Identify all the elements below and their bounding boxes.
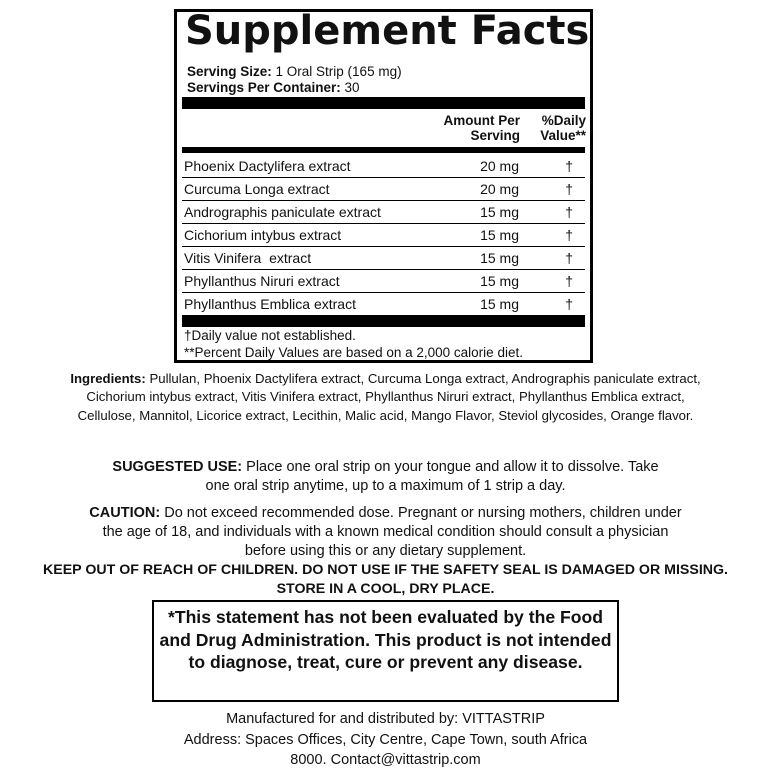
nutrient-daily-value: † [565, 204, 573, 220]
manufacturer-info [60, 709, 711, 771]
servings-per-container [187, 80, 360, 95]
ingredients-paragraph [60, 370, 711, 425]
nutrient-amount: 15 mg [480, 204, 519, 220]
nutrient-name: Andrographis paniculate extract [184, 204, 381, 220]
facts-title: Supplement Facts [185, 8, 590, 54]
servings-label: Servings Per Container: [187, 80, 341, 95]
keep-out-of-reach-warning: KEEP OUT OF REACH OF CHILDREN. DO NOT USE IF THE SAFETY SEAL IS DAMAGED OR MISSING. STORE IN A COOL, DRY PLACE. [43, 562, 728, 598]
footnote-daily-value: †Daily value not established. [184, 328, 356, 343]
thick-divider-bottom [182, 315, 585, 327]
nutrient-row [182, 269, 585, 293]
amount-per-serving-header: Amount Per Serving [443, 113, 520, 143]
nutrient-amount: 15 mg [480, 250, 519, 266]
suggested-use-paragraph [110, 458, 661, 496]
nutrient-amount: 15 mg [480, 296, 519, 312]
nutrient-name: Phyllanthus Emblica extract [184, 296, 356, 312]
nutrient-row [182, 223, 585, 247]
nutrient-daily-value: † [565, 158, 573, 174]
serving-size-label: Serving Size: [187, 64, 272, 79]
address-line: Address: Spaces Offices, City Centre, Cape Town, south Africa [183, 731, 588, 748]
nutrient-row [182, 246, 585, 270]
nutrient-daily-value: † [565, 181, 573, 197]
nutrient-row [182, 154, 585, 178]
nutrient-row [182, 177, 585, 201]
nutrient-daily-value: † [565, 273, 573, 289]
supplement-facts-panel [174, 9, 593, 363]
suggested-use-text: Place one oral strip on your tongue and allow it to dissolve. Take one oral strip anytime, up to a maximum of 1 strip a day. [205, 459, 659, 495]
nutrient-amount: 20 mg [480, 181, 519, 197]
nutrient-amount: 15 mg [480, 273, 519, 289]
nutrient-name: Phyllanthus Niruri extract [184, 273, 340, 289]
serving-size-value: 1 Oral Strip (165 mg) [271, 64, 402, 79]
thick-divider-top [182, 97, 585, 109]
caution-paragraph [86, 504, 685, 562]
manufacturer-line: Manufactured for and distributed by: VITTASTRIP [226, 711, 545, 727]
nutrient-row [182, 292, 585, 315]
nutrient-name: Phoenix Dactylifera extract [184, 158, 351, 174]
nutrient-row [182, 200, 585, 224]
caution-text: Do not exceed recommended dose. Pregnant or nursing mothers, children under the age of 18, and individuals with a known medical condition should consult a physician before using this or any dietary supplement. [102, 505, 682, 560]
fda-disclaimer-box: *This statement has not been evaluated by the Food and Drug Administration. This product is not intended to diagnose, treat, cure or prevent any disease. [152, 600, 619, 702]
medium-divider [182, 147, 585, 153]
serving-size [187, 64, 402, 79]
contact-line: 8000. Contact@vittastrip.com [290, 752, 481, 768]
servings-value: 30 [340, 80, 360, 95]
daily-value-header: %Daily Value** [540, 113, 586, 143]
nutrient-amount: 15 mg [480, 227, 519, 243]
nutrient-name: Cichorium intybus extract [184, 227, 342, 243]
nutrient-daily-value: † [565, 296, 573, 312]
ingredients-text: Pullulan, Phoenix Dactylifera extract, Curcuma Longa extract, Andrographis paniculate extract, Cichorium intybus extract, Vitis Vinifera extract, Phyllanthus Niruri extract, Phyllanthus Emblica extract, Cellulose, Mannitol, Licorice extract, Lecithin, Malic acid, Mango Flavor, Steviol glycosides, Orange flavor. [77, 371, 701, 423]
nutrient-name: Curcuma Longa extract [184, 181, 330, 197]
nutrient-name: Vitis Vinifera extract [184, 250, 312, 266]
nutrient-daily-value: † [565, 227, 573, 243]
nutrient-daily-value: † [565, 250, 573, 266]
caution-label: CAUTION: [89, 505, 161, 521]
footnote-percent-daily: **Percent Daily Values are based on a 2,000 calorie diet. [184, 345, 523, 360]
nutrient-amount: 20 mg [480, 158, 519, 174]
ingredients-label: Ingredients: [70, 371, 146, 386]
suggested-use-label: SUGGESTED USE: [112, 459, 243, 475]
